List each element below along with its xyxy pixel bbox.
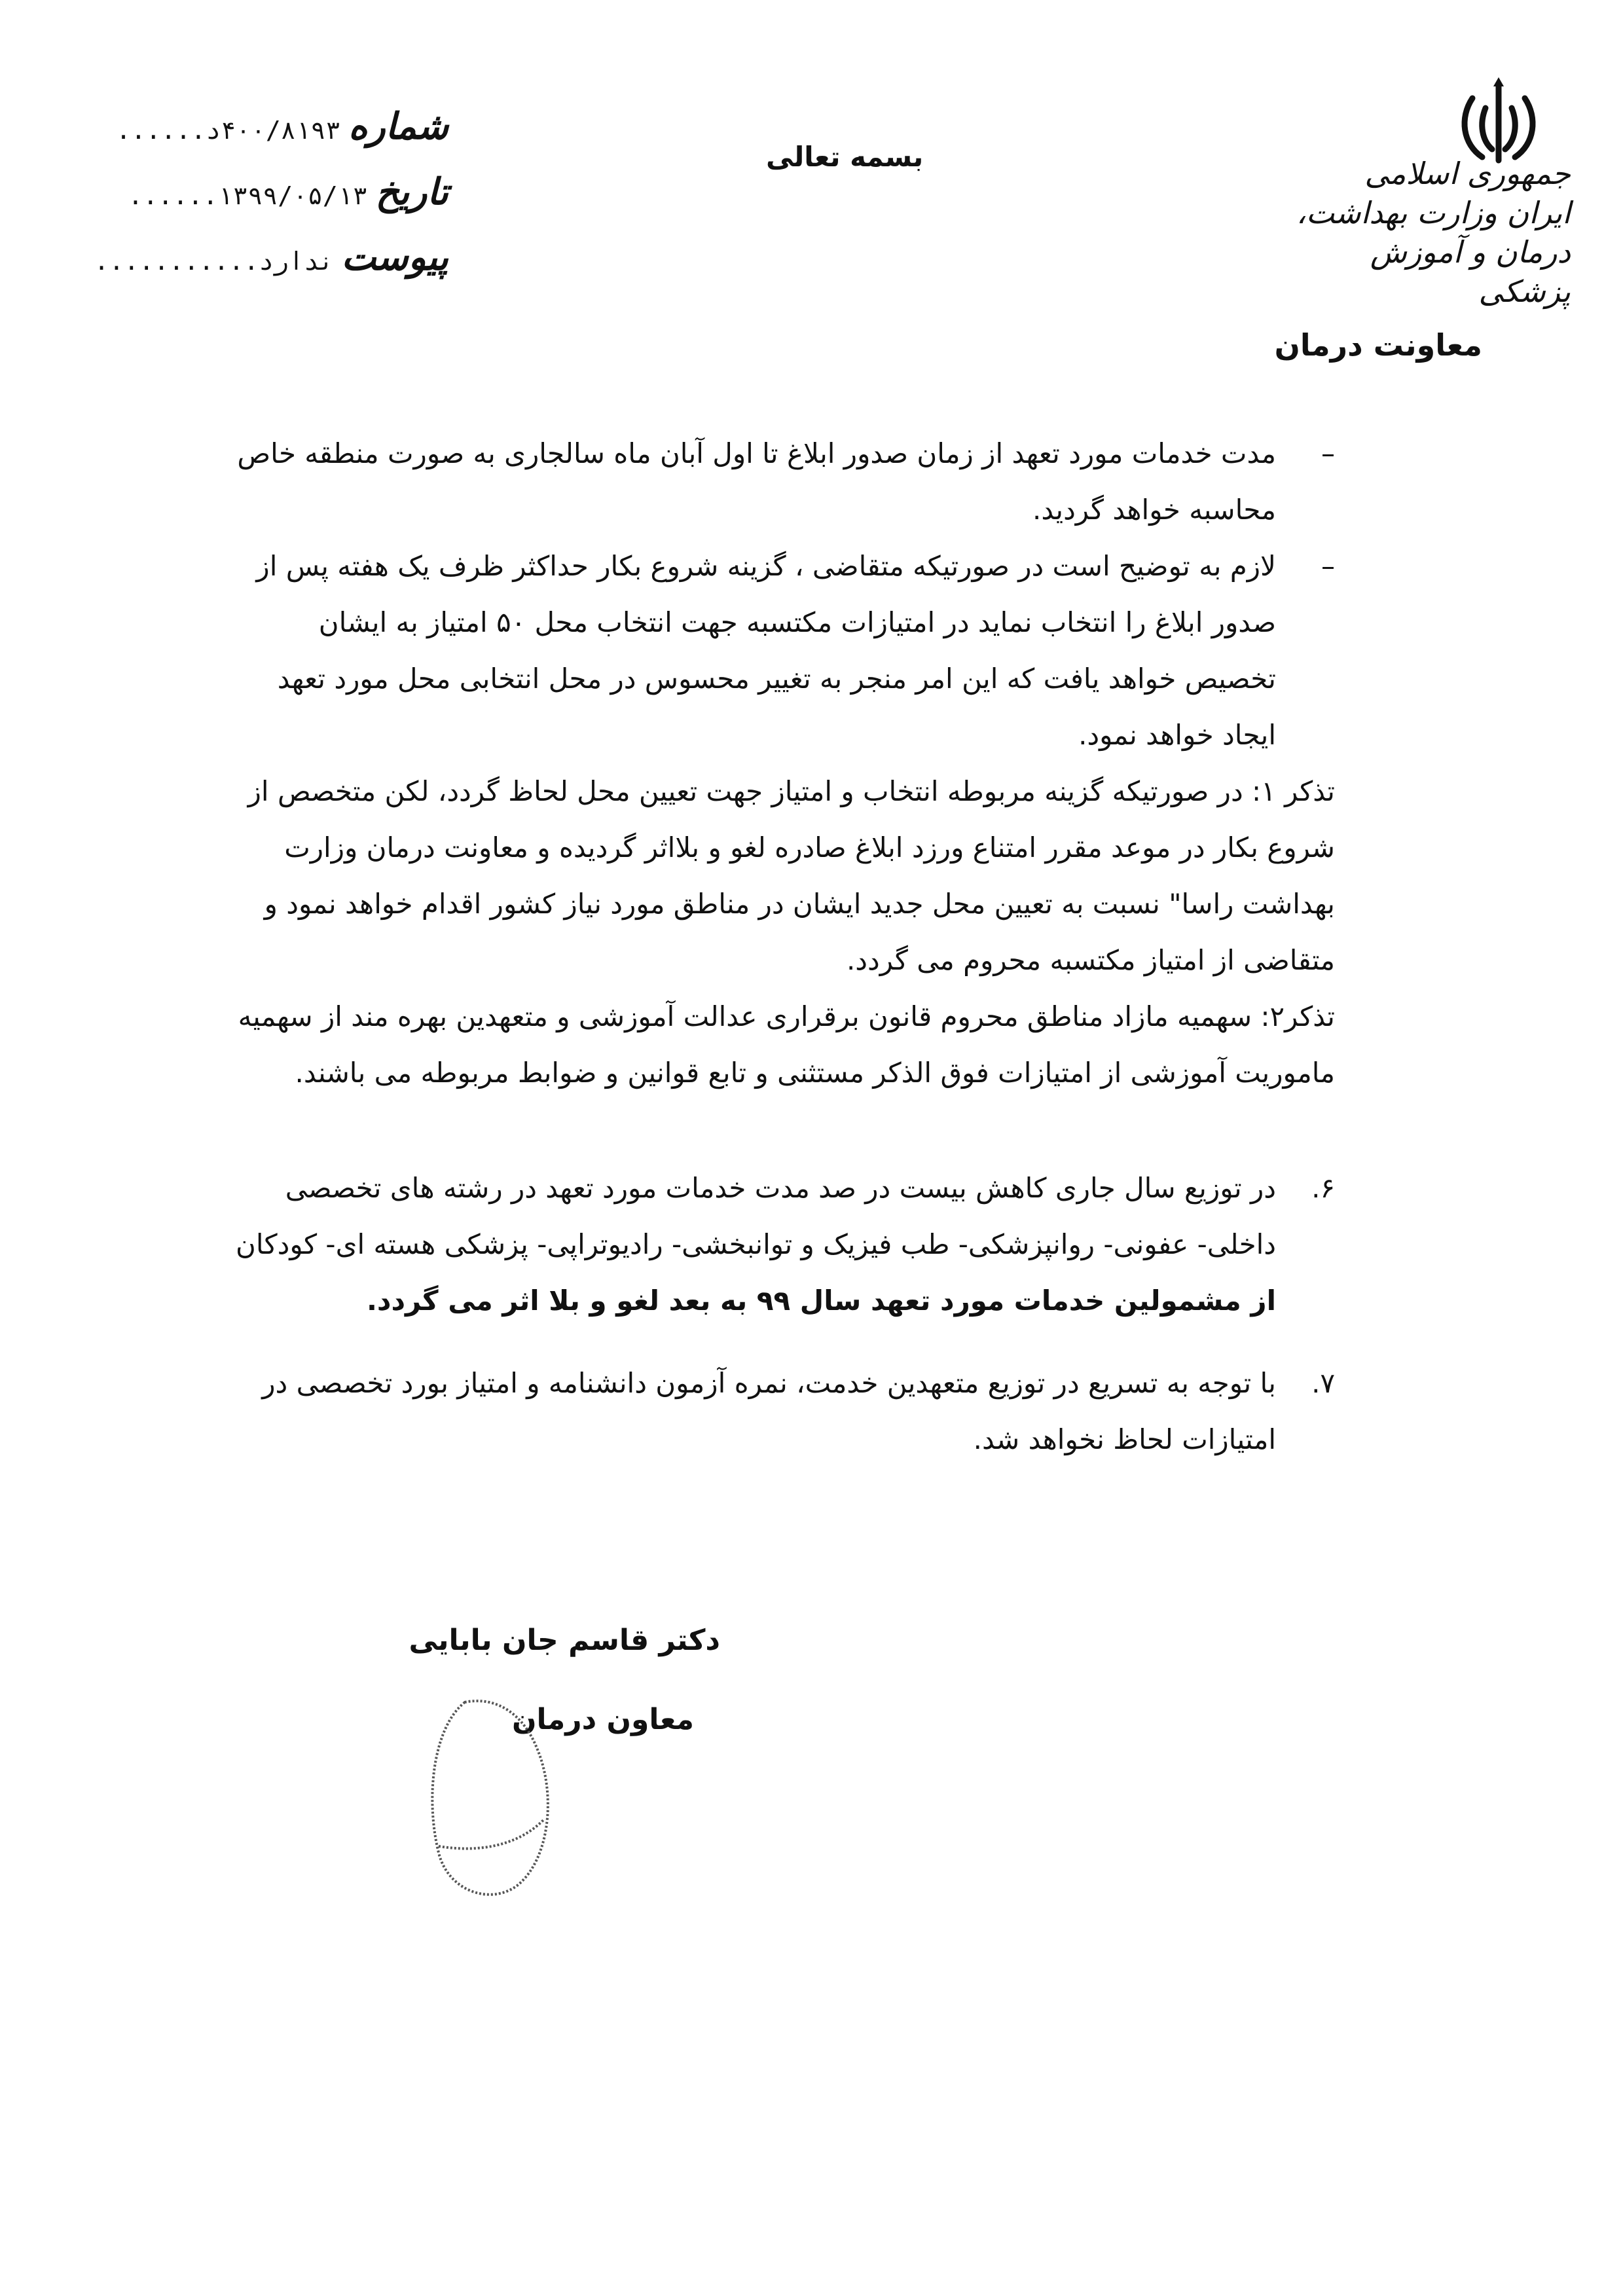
signatory-title: معاون درمان <box>511 1703 694 1736</box>
meta-number-label: شماره <box>348 105 448 148</box>
signature-mark-icon <box>419 1689 563 1912</box>
letter-meta <box>94 105 448 301</box>
note-2: تذکر۲: سهمیه مازاد مناطق محروم قانون برقراری عدالت آموزشی و متعهدین بهره مند از سهمیه ماموریت آموزشی از امتیازات فوق الذکر مستثنی و تابع قوانین و ضوابط مربوطه می باشند. <box>238 1000 1335 1089</box>
item-6-text: در توزیع سال جاری کاهش بیست در صد مدت خدمات مورد تعهد در رشته های تخصصی داخلی- عفونی- روانپزشکی- طب فیزیک و توانبخشی- رادیوتراپی- پزشکی هسته ای- کودکان <box>236 1172 1276 1260</box>
bullet-item <box>235 426 1335 538</box>
dash-icon: – <box>1321 550 1335 582</box>
item-6-number: ۶. <box>1311 1172 1335 1204</box>
note-1: تذکر ۱: در صورتیکه گزینه مربوطه انتخاب و امتیاز جهت تعیین محل لحاظ گردد، لکن متخصص از شروع بکار در موعد مقرر امتناع ورزد ابلاغ صادره لغو و بلااثر گردیده و معاونت درمان وزارت بهداشت راسا" نسبت به تعیین محل جدید ایشان در مناطق مورد نیاز کشور اقدام خواهد نمود و متقاضی از امتیاز مکتسبه محروم می گردد. <box>247 775 1335 976</box>
deputy-office-title: معاونت درمان <box>1274 327 1482 363</box>
basmala: بسمه تعالی <box>766 141 924 173</box>
numbered-item-6 <box>235 1160 1335 1329</box>
meta-number-value: ۴۰۰/۸۱۹۳د...... <box>116 116 341 145</box>
ministry-name: جمهوری اسلامی ایران وزارت بهداشت، درمان و آموزش پزشکی <box>1296 156 1571 309</box>
meta-attachment-label: پیوست <box>341 236 448 279</box>
item-6-bold-text: از مشمولین خدمات مورد تعهد سال ۹۹ به بعد لغو و بلا اثر می گردد. <box>366 1285 1276 1317</box>
meta-attachment-value: ندارد........... <box>94 247 334 276</box>
meta-number-row <box>116 105 448 170</box>
bullet-text-2: لازم به توضیح است در صورتیکه متقاضی ، گزینه شروع بکار حداکثر ظرف یک هفته پس از صدور ابلاغ را انتخاب نماید در امتیازات مکتسبه جهت انتخاب محل ۵۰ امتیاز به ایشان تخصیص خواهد یافت که این امر منجر به تغییر محسوس در محل انتخابی محل مورد تعهد ایجاد خواهد نمود. <box>256 550 1276 751</box>
item-7-text: با توجه به تسریع در توزیع متعهدین خدمت، نمره آزمون دانشنامه و امتیاز بورد تخصصی در امتیازات لحاظ نخواهد شد. <box>262 1367 1276 1455</box>
bullet-item <box>235 538 1335 763</box>
meta-date-label: تاریخ <box>375 170 448 213</box>
bullet-text-1: مدت خدمات مورد تعهد از زمان صدور ابلاغ تا اول آبان ماه سالجاری به صورت منطقه خاص محاسبه خواهد گردید. <box>237 437 1276 526</box>
meta-date-row <box>128 170 448 236</box>
numbered-item-7 <box>235 1355 1335 1468</box>
dash-icon: – <box>1321 437 1335 469</box>
letter-body <box>235 426 1335 1468</box>
signatory-name: دکتر قاسم جان بابایی <box>409 1624 720 1657</box>
meta-date-value: ۱۳۹۹/۰۵/۱۳...... <box>128 181 368 210</box>
meta-attachment-row <box>94 236 448 301</box>
item-7-number: ۷. <box>1311 1367 1335 1399</box>
